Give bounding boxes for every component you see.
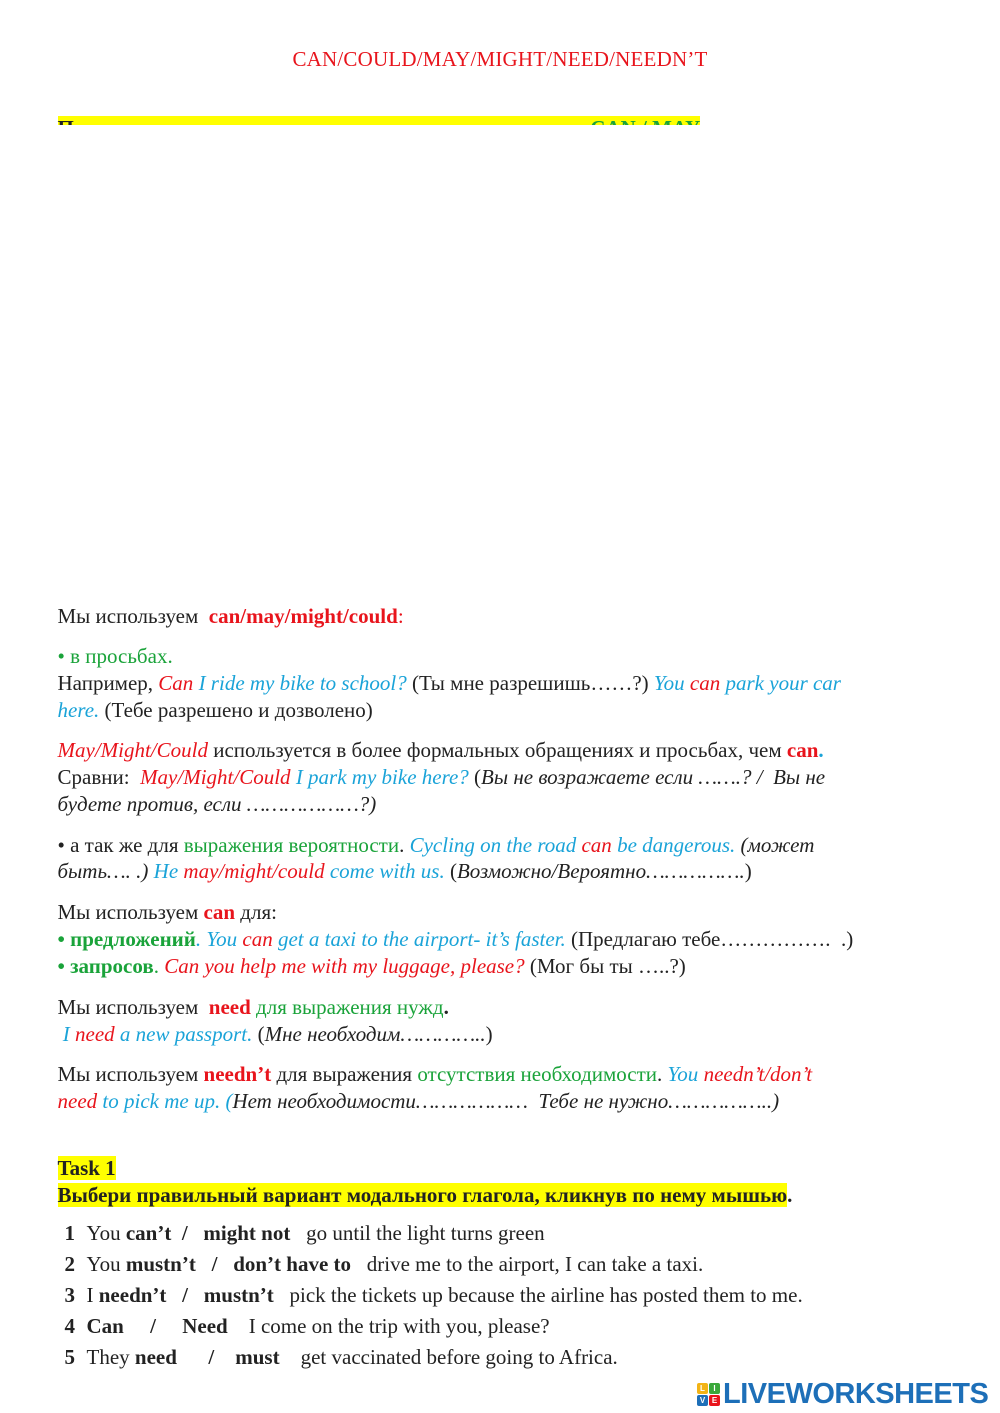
modal-word: can <box>786 738 819 762</box>
example-text: come with us. <box>324 859 445 883</box>
item-number: 2 <box>64 1252 75 1276</box>
example-text: you help me with my luggage, please? <box>199 954 525 978</box>
choice-option-1[interactable]: need <box>134 1345 177 1369</box>
translation: будете против, если ………………?) <box>57 792 377 816</box>
example-text: Cycling on the road <box>409 833 582 857</box>
text: I come on the trip with you, please? <box>227 1314 550 1338</box>
text: . <box>399 833 410 857</box>
choice-option-1[interactable]: Can <box>86 1314 124 1338</box>
modal-word: May/Might/Could <box>57 738 208 762</box>
keyword: • запросов <box>57 954 154 978</box>
text: ( <box>444 859 457 883</box>
choice-option-2[interactable]: mustn’t <box>203 1283 274 1307</box>
text: . <box>787 1183 793 1207</box>
text: для: <box>235 900 277 924</box>
logo-letter: E <box>709 1395 720 1406</box>
translation: (может <box>735 833 815 857</box>
task-instruction: Выбери правильный вариант модального глагола, кликнув по нему мышью <box>57 1183 788 1207</box>
text: pick the tickets up because the airline has posted them to me. <box>273 1283 803 1307</box>
item-number: 1 <box>64 1221 75 1245</box>
task-item-5 <box>54 1318 618 1370</box>
text: Мы используем <box>57 604 209 628</box>
choice-option-2[interactable]: don’t have to <box>233 1252 352 1276</box>
text: . <box>818 738 824 762</box>
keyword: отсутствия необходимости <box>417 1062 658 1086</box>
logo-mark-icon <box>697 1383 720 1406</box>
modal-word: can <box>581 833 612 857</box>
modal-word: can <box>242 927 273 951</box>
text: Мы используем <box>57 1062 204 1086</box>
text: drive me to the airport, I can take a taxi. <box>351 1252 704 1276</box>
liveworksheets-logo <box>697 1377 988 1411</box>
modal-word: needn’t <box>203 1062 272 1086</box>
choice-option-2[interactable]: Need <box>182 1314 228 1338</box>
separator: / <box>176 1345 236 1369</box>
task-heading: Task 1 <box>57 1156 116 1180</box>
item-number: 5 <box>64 1345 75 1369</box>
translation: быть…. .) <box>57 859 154 883</box>
text: get vaccinated before going to Africa. <box>279 1345 618 1369</box>
translation: (Мог бы ты …..?) <box>524 954 686 978</box>
item-number: 3 <box>64 1283 75 1307</box>
translation: (Ты мне разрешишь……?) <box>406 671 654 695</box>
text: ( <box>252 1022 265 1046</box>
modals-keyword: can/may/might/could <box>208 604 398 628</box>
text: I <box>86 1283 99 1307</box>
page-title: CAN/COULD/MAY/MIGHT/NEED/NEEDN’T <box>292 47 708 71</box>
text: Мы используем <box>57 900 204 924</box>
modal-word: can <box>689 671 721 695</box>
modal-word: can <box>203 900 236 924</box>
example-text: a new passport. <box>114 1022 253 1046</box>
text: : <box>397 604 404 628</box>
bullet: • <box>57 644 71 668</box>
neednt-line-2 <box>47 1062 779 1114</box>
example-text: He <box>153 859 184 883</box>
example-text: I <box>57 1022 75 1046</box>
keyword: выражения вероятности <box>183 833 400 857</box>
text: Мы используем <box>57 995 209 1019</box>
example-text: I ride my bike to school? <box>193 671 407 695</box>
translation: (Тебе разрешено и дозволено) <box>99 698 373 722</box>
choice-option-2[interactable]: must <box>235 1345 280 1369</box>
example-text: be dangerous. <box>611 833 736 857</box>
logo-letter: L <box>697 1383 708 1394</box>
bullet-label: в просьбах. <box>70 644 173 668</box>
text: • а так же для <box>57 833 184 857</box>
translation: Вы не возражаете если …….? / Вы не <box>481 765 826 789</box>
text: They <box>86 1345 135 1369</box>
text: Например, <box>57 671 159 695</box>
text: . <box>153 954 165 978</box>
text: ) <box>485 1022 493 1046</box>
text: ( <box>468 765 482 789</box>
modal-word: need <box>57 1089 98 1113</box>
text: . <box>657 1062 668 1086</box>
example-text: . You <box>195 927 243 951</box>
logo-letter: V <box>697 1395 708 1406</box>
example-text: I park my bike here? <box>290 765 469 789</box>
item-number: 4 <box>64 1314 75 1338</box>
text: You <box>86 1221 126 1245</box>
choice-option-2[interactable]: might not <box>203 1221 291 1245</box>
choice-option-1[interactable]: needn’t <box>98 1283 167 1307</box>
choice-option-1[interactable]: can’t <box>125 1221 172 1245</box>
keyword: для выражения нужд <box>250 995 444 1019</box>
modal-word: May/Might/Could <box>140 765 291 789</box>
example-text: You <box>653 671 690 695</box>
text: go until the light turns green <box>290 1221 545 1245</box>
separator: / <box>195 1252 234 1276</box>
keyword: • предложений <box>57 927 196 951</box>
translation: Мне необходим………….. <box>264 1022 486 1046</box>
video-embed-area[interactable] <box>47 125 947 555</box>
example-text: get a taxi to the airport- it’s faster. <box>272 927 566 951</box>
text: ) <box>744 859 752 883</box>
logo-letter: I <box>709 1383 720 1394</box>
modal-word: needn’t/don’t <box>703 1062 813 1086</box>
text: для выражения <box>271 1062 418 1086</box>
text: . <box>443 995 449 1019</box>
text: используется в более формальных обращениях и просьбах, чем <box>208 738 787 762</box>
text: You <box>86 1252 126 1276</box>
modal-word: Can <box>158 671 194 695</box>
modal-word: need <box>208 995 251 1019</box>
separator: / <box>166 1283 204 1307</box>
modal-word: may/might/could <box>183 859 325 883</box>
translation: (Предлагаю тебе……………. .) <box>565 927 854 951</box>
choice-option-1[interactable]: mustn’t <box>125 1252 196 1276</box>
modal-word: need <box>75 1022 115 1046</box>
text: Сравни: <box>57 765 141 789</box>
modal-word: Can <box>164 954 200 978</box>
translation: Нет необходимости……………… Тебе не нужно……………..) <box>232 1089 780 1113</box>
logo-text: LIVEWORKSHEETS <box>723 1377 989 1410</box>
example-text: here. <box>57 698 100 722</box>
example-text: You <box>667 1062 704 1086</box>
separator: / <box>171 1221 204 1245</box>
separator: / <box>123 1314 183 1338</box>
example-text: park your car <box>720 671 841 695</box>
example-text: to pick me up. ( <box>97 1089 233 1113</box>
translation: Возможно/Вероятно……………. <box>456 859 745 883</box>
